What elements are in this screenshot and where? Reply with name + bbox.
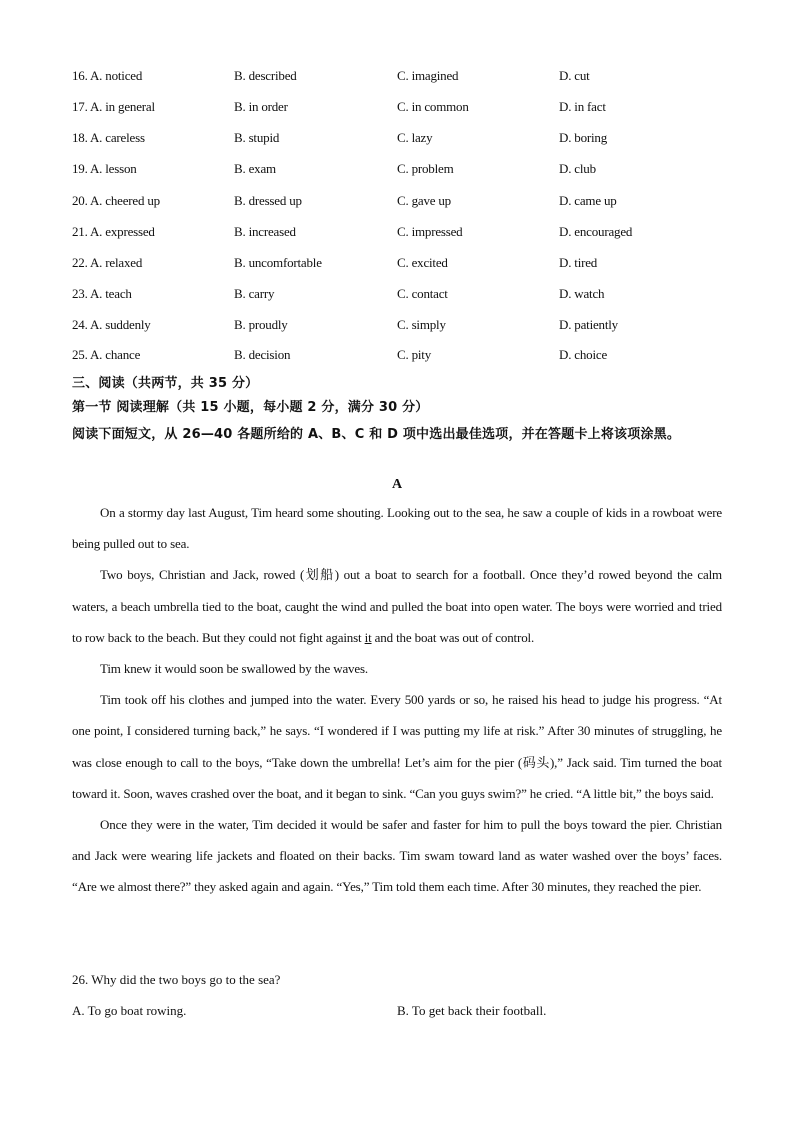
option-c: C. problem [397,161,454,176]
option-d: D. in fact [559,99,606,114]
option-a: 18. A. careless [72,130,145,145]
option-b: B. increased [234,224,296,239]
answer-option-a: A. To go boat rowing. [72,1003,187,1018]
option-d: D. choice [559,347,608,362]
option-row-19 [72,161,732,181]
option-d: D. watch [559,286,605,301]
option-c: C. impressed [397,224,463,239]
option-d: D. encouraged [559,224,633,239]
option-row-17 [72,99,732,119]
paragraph-text: Two boys, Christian and Jack, rowed (划船) out a boat to search for a football. Once they’d rowed beyond the calm waters, a beach umbrella tied to the boat, caught the wind and pulled the boat into open water. The boys were worried and tried to row back to the beach. But they could not fight against [72,567,722,645]
option-c: C. simply [397,317,446,332]
option-row-22 [72,255,732,275]
option-b: B. stupid [234,130,280,145]
paragraph-text: and the boat was out of control. [371,629,535,645]
section-title: 三、阅读（共两节，共 35 分） [72,376,259,391]
option-c: C. excited [397,255,448,270]
option-a: 25. A. chance [72,347,141,362]
option-b: B. described [234,68,297,83]
option-d: D. boring [559,130,608,145]
underlined-word: it [364,629,372,645]
option-a: 21. A. expressed [72,224,155,239]
option-a: 19. A. lesson [72,161,137,176]
option-b: B. in order [234,99,288,114]
passage-paragraph: Once they were in the water, Tim decided it would be safer and faster for him to pull the boys toward the pier. Christian and Jack were wearing life jackets and floated on their backs. Tim swam toward land as water washed over the boys’ faces. “Are we almost there?” they asked again and again. “Yes,” Tim told them each time. After 30 minutes, they reached the pier. [72,817,722,895]
option-a: 23. A. teach [72,286,132,301]
option-d: D. club [559,161,596,176]
option-row-18 [72,130,732,150]
option-row-25 [72,347,732,367]
option-row-16 [72,68,732,88]
option-a: 20. A. cheered up [72,193,160,208]
option-d: D. patiently [559,317,618,332]
option-b: B. exam [234,161,276,176]
passage-body [72,497,722,903]
passage-paragraph [72,559,722,653]
option-a: 22. A. relaxed [72,255,143,270]
answer-option-b: B. To get back their football. [397,1003,547,1018]
section-instruction: 阅读下面短文，从 26—40 各题所给的 A、B、C 和 D 项中选出最佳选项，并在答题卡上将该项涂黑。 [72,427,681,442]
option-row-23 [72,286,732,306]
section-subtitle: 第一节 阅读理解（共 15 小题，每小题 2 分，满分 30 分） [72,400,429,415]
option-a: 16. A. noticed [72,68,143,83]
option-b: B. decision [234,347,291,362]
option-d: D. came up [559,193,617,208]
option-c: C. lazy [397,130,433,145]
option-a: 17. A. in general [72,99,155,114]
option-c: C. in common [397,99,469,114]
option-d: D. cut [559,68,590,83]
option-d: D. tired [559,255,598,270]
question-stem: 26. Why did the two boys go to the sea? [72,972,281,987]
option-b: B. carry [234,286,275,301]
option-row-24 [72,317,732,337]
option-c: C. gave up [397,193,451,208]
option-row-20 [72,193,732,213]
passage-paragraph: Tim took off his clothes and jumped into the water. Every 500 yards or so, he raised his head to judge his progress. “At one point, I considered turning back,” he says. “I wondered if I was putting my life at risk.” After 30 minutes of struggling, he was close enough to call to the boys, “Take down the umbrella! Let’s aim for the pier (码头),” Jack said. Tim turned the boat toward it. Soon, waves crashed over the boat, and it began to sink. “Can you guys swim?” he cried. “A little bit,” the boys said. [72,692,722,801]
option-b: B. uncomfortable [234,255,322,270]
passage-paragraph: On a stormy day last August, Tim heard some shouting. Looking out to the sea, he saw a couple of kids in a rowboat were being pulled out to sea. [72,505,722,552]
option-b: B. dressed up [234,193,302,208]
option-c: C. pity [397,347,431,362]
option-row-21 [72,224,732,244]
passage-paragraph: Tim knew it would soon be swallowed by the waves. [100,661,369,677]
option-b: B. proudly [234,317,288,332]
passage-label: A [391,477,403,492]
option-c: C. imagined [397,68,459,83]
option-c: C. contact [397,286,448,301]
option-a: 24. A. suddenly [72,317,151,332]
